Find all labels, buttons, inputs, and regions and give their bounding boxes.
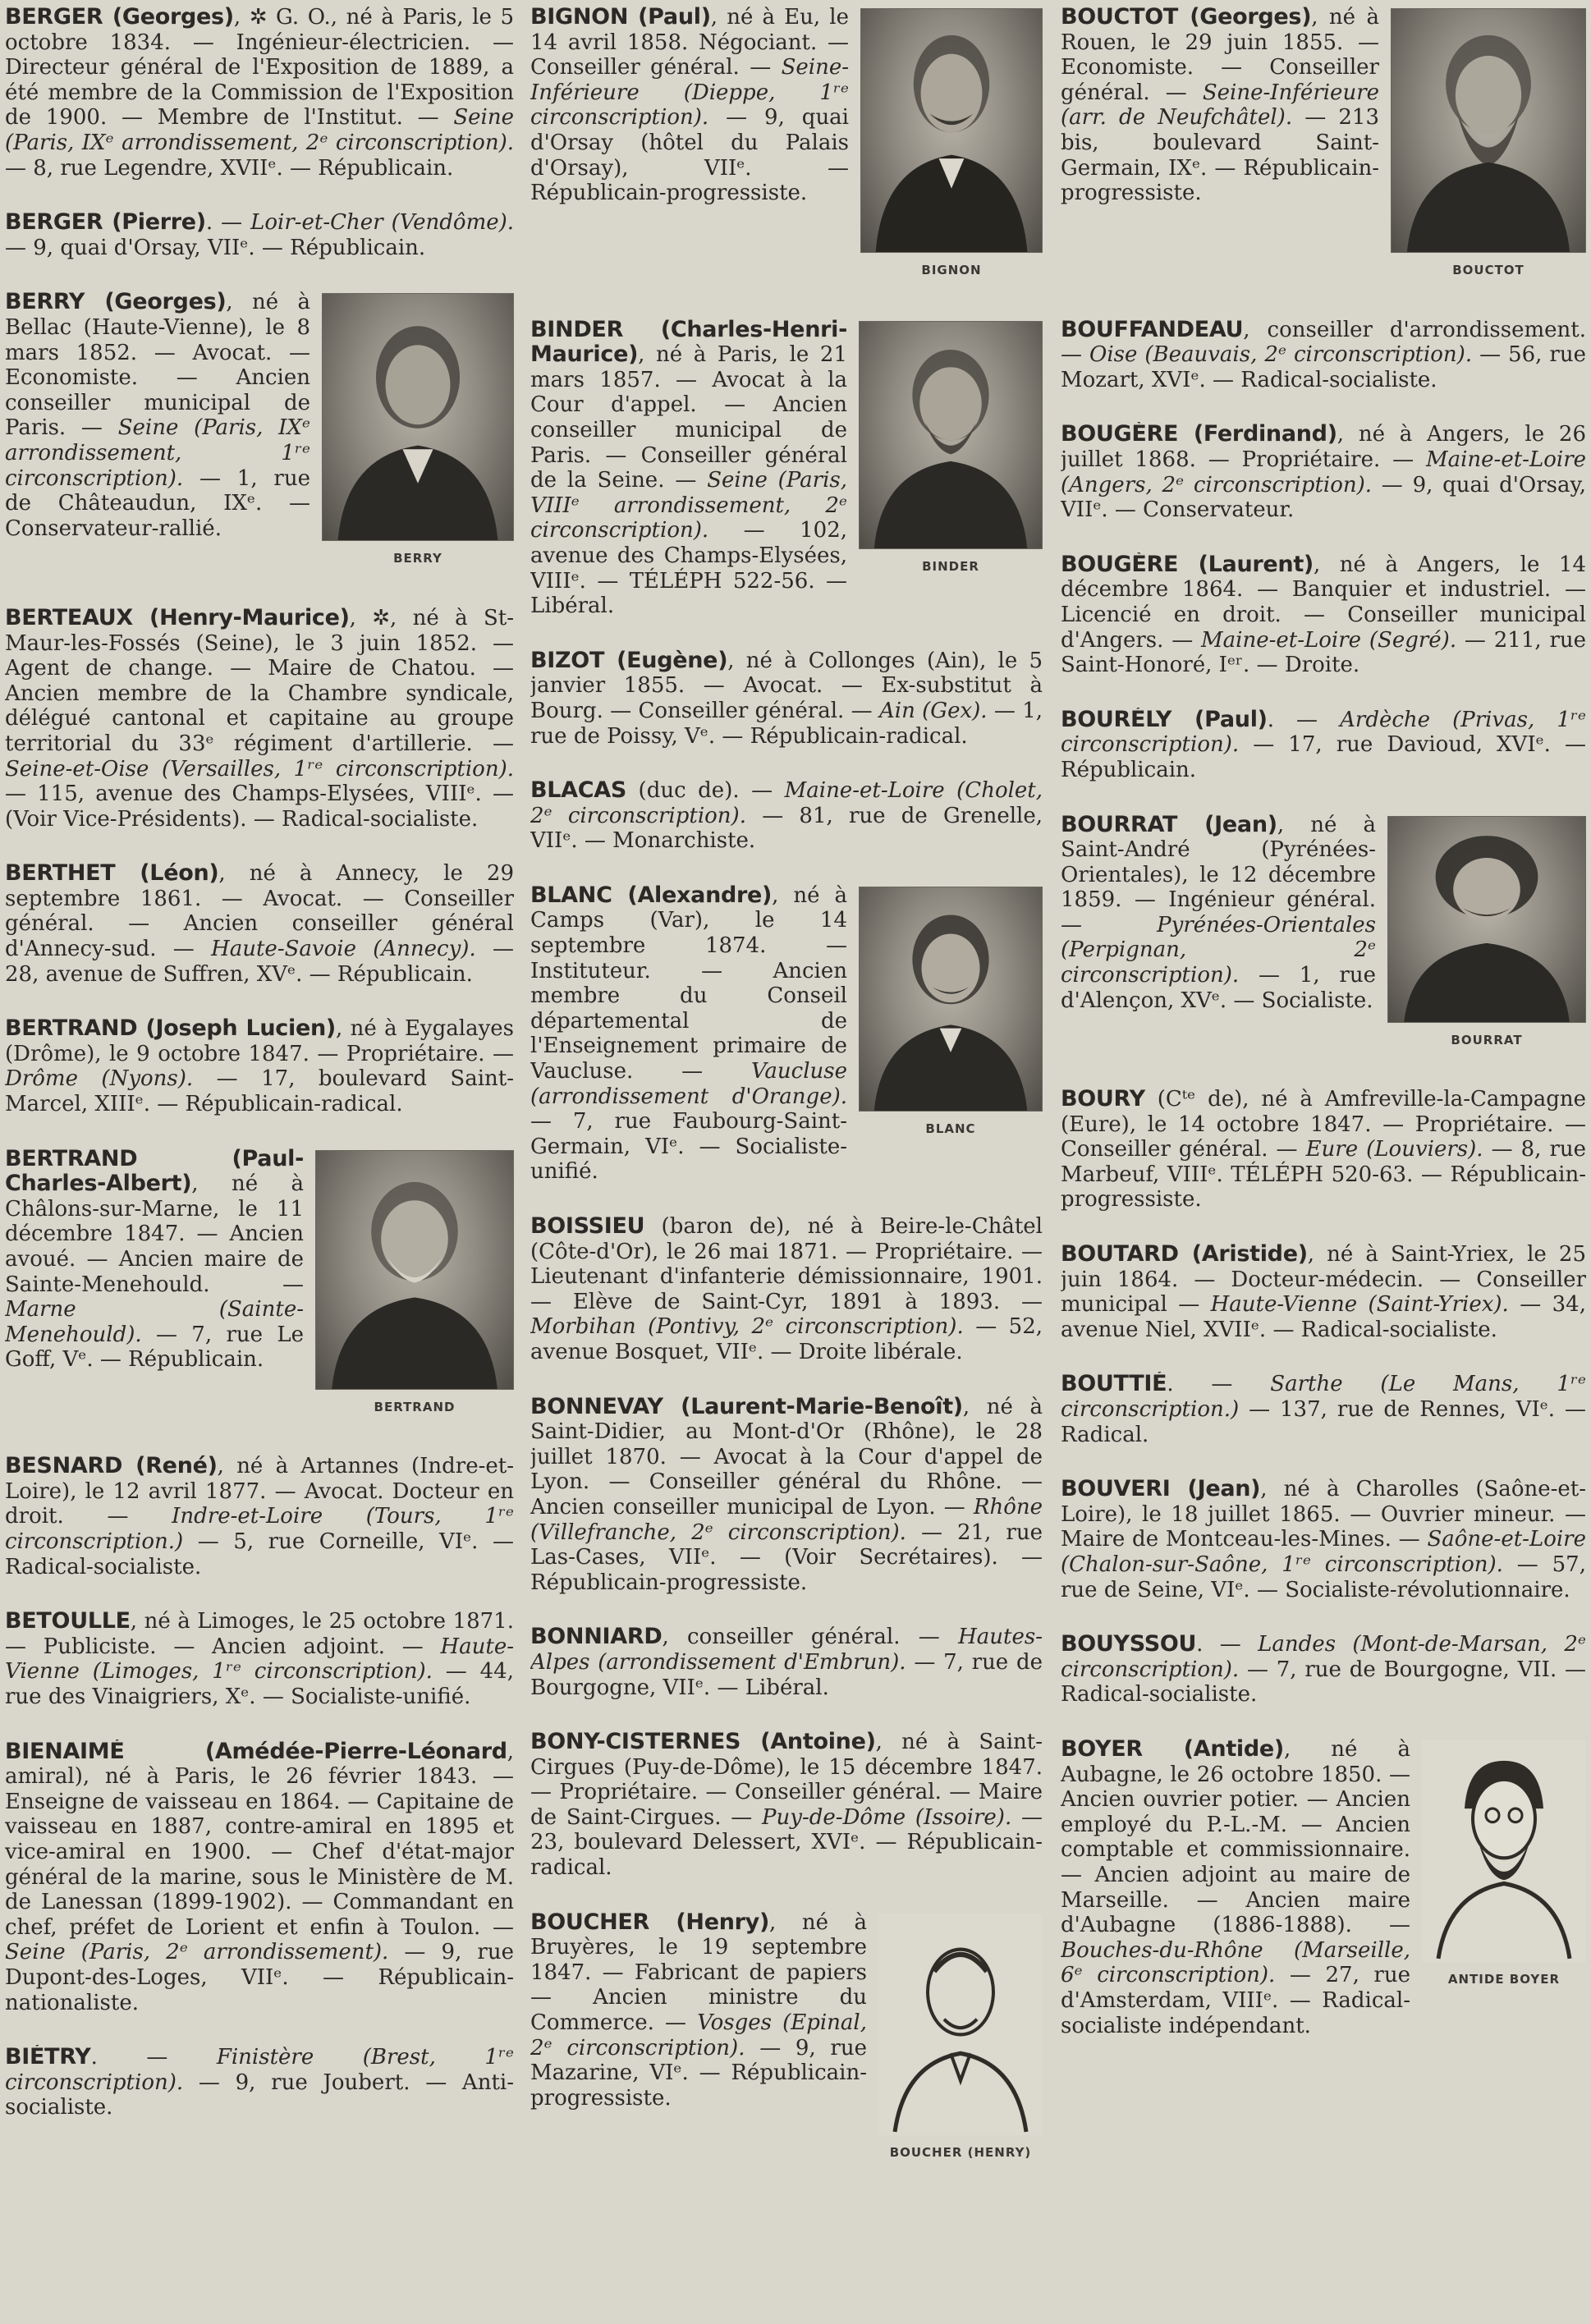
deputy-name: BOUCTOT (Georges) [1061, 5, 1312, 30]
deputy-name: BOISSIEU [530, 1214, 645, 1239]
entry-bio: . — [205, 210, 243, 236]
entry-bio: . — [90, 2045, 168, 2070]
address-party: — 81, rue de Grenelle, VIIᵉ. — Monarchiste. [530, 803, 1043, 854]
constituency: Loir-et-Cher (Vendôme). [250, 210, 514, 236]
portrait-photo [315, 1150, 514, 1390]
address-party: — 44, rue des Vinaigriers, Xᵉ. — Socialiste-unifié. [5, 1659, 514, 1709]
deputy-name: BOYER (Antide) [1061, 1736, 1284, 1762]
address-party: — 34, avenue Niel, XVIIᵉ. — Radical-socialiste. [1061, 1292, 1586, 1342]
deputy-name: BINDER (Charles-Henri-Maurice) [530, 317, 847, 368]
deputy-name: BESNARD (René) [5, 1454, 218, 1479]
address-party: — 23, boulevard Delessert, XVIᵉ. — Républicain-radical. [530, 1804, 1043, 1881]
address-party: — 27, rue d'Amsterdam, VIIIᵉ. — Radical-socialiste indépendant. [1061, 1963, 1410, 2038]
entry-bony-cisternes [530, 1730, 1043, 1881]
constituency: Marne (Sainte-Menehould). [5, 1297, 304, 1347]
entry-bio: , né à Châlons-sur-Marne, le 11 décembre 1847. — Ancien avoué. — Ancien maire de Sainte-Menehould. — [5, 1171, 304, 1297]
portrait-boyer [1422, 1740, 1586, 1992]
entry-bourrat [1061, 813, 1586, 1058]
person-sketch-icon [1422, 1740, 1586, 1962]
entry-berteaux [5, 606, 514, 832]
constituency: Pyrénées-Orientales (Perpignan, 2ᵉ circonscription). [1061, 912, 1376, 988]
portrait-photo [859, 321, 1043, 549]
entry-besnard [5, 1454, 514, 1579]
deputy-name: BOUYSSOU [1061, 1632, 1197, 1657]
portrait-photo [1391, 8, 1586, 253]
constituency: Saône-et-Loire (Chalon-sur-Saône, 1ʳᵉ circonscription). [1061, 1527, 1586, 1577]
person-silhouette-icon [1388, 817, 1585, 1022]
address-party: — 115, avenue des Champs-Elysées, VIIIᵉ. — (Voir Vice-Présidents). — Radical-socialiste. [5, 782, 514, 832]
constituency: Oise (Beauvais, 2ᵉ circonscription). [1089, 342, 1473, 368]
portrait-sketch [878, 1914, 1043, 2135]
person-silhouette-icon [1392, 9, 1585, 252]
address-party: — 7, rue de Bourgogne, VIIᵉ. — Libéral. [530, 1649, 1043, 1700]
address-party: — 102, avenue des Champs-Elysées, VIIIᵉ. — TÉLÉPH 522-56. — Libéral. [530, 518, 847, 619]
column-1 [5, 5, 514, 2320]
entry-bio: , né à Angers, le 26 juillet 1868. — Propriétaire. — [1061, 422, 1586, 472]
address-party: — 9, quai d'Orsay, VIIᵉ. — Républicain. [5, 235, 426, 260]
deputy-name: BLACAS [530, 778, 627, 804]
entry-bio: , né à Camps (Var), le 14 septembre 1874. — Instituteur. — Ancien membre du Conseil départemental de l'Enseignement primaire de Vaucluse. — [530, 882, 847, 1084]
deputy-name: BOUTTIÉ [1061, 1372, 1167, 1397]
portrait-caption: BOURRAT [1451, 1032, 1523, 1047]
address-party: — 213 bis, boulevard Saint-Germain, IXᵉ. — Républicain-progressiste. [1061, 105, 1379, 206]
entry-boury [1061, 1087, 1586, 1212]
entry-bio: , né à Aubagne, le 26 octobre 1850. — Ancien ouvrier potier. — Ancien employé du P.-L.-M. — Ancien comptable et commissionnaire. — Ancien adjoint au maire de Marseille. — Ancien maire d'Aubagne (1886-1888). — [1061, 1736, 1410, 1938]
constituency: Ardèche (Privas, 1ʳᵉ circonscription). [1061, 707, 1586, 758]
address-party: — 52, avenue Bosquet, VIIᵉ. — Droite libérale. [530, 1314, 1043, 1364]
address-party: — 211, rue Saint-Honoré, Iᵉʳ. — Droite. [1061, 627, 1586, 678]
deputy-name: BONNEVAY (Laurent-Marie-Benoît) [530, 1394, 963, 1419]
entry-bio: . — [1267, 707, 1318, 732]
entry-blacas [530, 778, 1043, 854]
entry-bignon [530, 5, 1043, 288]
address-party: — 8, rue Marbeuf, VIIIᵉ. TÉLÉPH 520-63. — Républicain-progressiste. [1061, 1137, 1586, 1212]
entry-bougere-laurent [1061, 552, 1586, 678]
portrait-berry [322, 293, 514, 571]
deputy-name: BLANC (Alexandre) [530, 882, 773, 908]
deputy-name: BERTRAND (Joseph Lucien) [5, 1016, 336, 1042]
person-silhouette-icon [861, 9, 1042, 252]
entry-bio: , né à Saint-Cirgues (Puy-de-Dôme), le 15 décembre 1847. — Propriétaire. — Conseiller général. — Maire de Saint-Cirgues. — [530, 1730, 1043, 1830]
deputy-name: BOURRAT (Jean) [1061, 812, 1277, 837]
portrait-photo [322, 293, 514, 541]
deputy-name: BONY-CISTERNES (Antoine) [530, 1730, 876, 1755]
address-party: — 57, rue de Seine, VIᵉ. — Socialiste-révolutionnaire. [1061, 1552, 1586, 1602]
entry-bouttie [1061, 1372, 1586, 1447]
portrait-caption: BINDER [922, 558, 979, 574]
entry-bizot [530, 649, 1043, 749]
constituency: Seine-et-Oise (Versailles, 1ʳᵉ circonscription). [5, 756, 514, 782]
constituency: Haute-Vienne (Limoges, 1ʳᵉ circonscription). [5, 1634, 514, 1685]
entry-bio: , né à Rouen, le 29 juin 1855. — Economiste. — Conseiller général. — [1061, 5, 1379, 105]
address-party: — 7, rue Faubourg-Saint-Germain, VIᵉ. — Socialiste-unifié. [530, 1109, 847, 1185]
constituency: Seine (Paris, 2ᵉ arrondissement). [5, 1940, 389, 1965]
portrait-caption: BOUCHER (HENRY) [889, 2144, 1032, 2160]
entry-bio: , né à Eu, le 14 avril 1858. Négociant. — Conseiller général. — [530, 5, 850, 80]
deputy-name: BERTRAND (Paul-Charles-Albert) [5, 1146, 304, 1197]
portrait-caption: BLANC [925, 1121, 976, 1136]
deputy-name: BOUTARD (Aristide) [1061, 1242, 1308, 1267]
constituency: Rhône (Villefranche, 2ᵉ circonscription). [530, 1494, 1043, 1545]
entry-bourely [1061, 708, 1586, 783]
entry-bouffandeau [1061, 318, 1586, 393]
entry-boissieu [530, 1214, 1043, 1365]
portrait-caption: BERRY [393, 551, 442, 566]
person-silhouette-icon [316, 1151, 513, 1389]
address-party: — 17, rue Davioud, XVIᵉ. — Républicain. [1061, 732, 1586, 782]
person-silhouette-icon [323, 294, 513, 540]
portrait-sketch [1422, 1740, 1586, 1962]
constituency: Sarthe (Le Mans, 1ʳᵉ circonscription.) [1061, 1372, 1586, 1423]
portrait-caption: BIGNON [921, 263, 982, 277]
portrait-boucher [878, 1914, 1043, 2166]
entry-bio: , né à Annecy, le 29 septembre 1861. — Avocat. — Conseiller général. — Ancien conseiller général d'Annecy-sud. — [5, 861, 514, 962]
entry-bio: , né à Saint-André (Pyrénées-Orientales), le 12 décembre 1859. — Ingénieur général. — [1061, 812, 1376, 937]
entry-bertrand-paul [5, 1147, 514, 1425]
person-silhouette-icon [860, 322, 1042, 548]
entry-bio: (Cᵗᵉ de), né à Amfreville-la-Campagne (Eure), le 14 octobre 1847. — Propriétaire. — Conseiller général. — [1061, 1087, 1586, 1162]
entry-bio: , ✲, né à St-Maur-les-Fossés (Seine), le 3 juin 1852. — Agent de change. — Maire de Chatou. — Ancien membre de la Chambre syndicale, délégué cantonal et capitaine au groupe territorial du 33ᵉ régiment d'artillerie. — [5, 605, 514, 756]
address-party: — 17, boulevard Saint-Marcel, XIIIᵉ. — Républicain-radical. [5, 1066, 514, 1117]
constituency: Landes (Mont-de-Marsan, 2ᵉ circonscription). [1061, 1632, 1586, 1682]
address-party: — 1, rue de Poissy, Vᵉ. — Républicain-radical. [530, 698, 1043, 749]
entry-bio: , ✲ G. O., né à Paris, le 5 octobre 1834. — Ingénieur-électricien. — Directeur général de l'Exposition de 1889, a été membre de la Commission de l'Exposition de 1900. — Membre de l'Institut. — [5, 5, 514, 131]
deputy-name: BOURÉLY (Paul) [1061, 707, 1268, 732]
entry-bio: , né à Limoges, le 25 octobre 1871. — Publiciste. — Ancien adjoint. — [5, 1609, 514, 1659]
constituency: Haute-Savoie (Annecy). [211, 937, 476, 962]
constituency: Morbihan (Pontivy, 2ᵉ circonscription). [530, 1314, 964, 1340]
deputy-name: BOUVERI (Jean) [1061, 1477, 1261, 1502]
deputy-name: BOUCHER (Henry) [530, 1909, 770, 1935]
portrait-caption: ANTIDE BOYER [1447, 1971, 1561, 1987]
entry-bougere-ferdinand [1061, 422, 1586, 522]
constituency: Maine-et-Loire (Segré). [1201, 627, 1457, 653]
address-party: — 137, rue de Rennes, VIᵉ. — Radical. [1061, 1397, 1586, 1447]
constituency: Seine-Inférieure (arr. de Neufchâtel). [1061, 80, 1380, 131]
entry-bio: , né à Eygalayes (Drôme), le 9 octobre 1847. — Propriétaire. — [5, 1016, 514, 1066]
entry-bietry [5, 2045, 514, 2120]
entry-boucher [530, 1910, 1043, 2170]
entry-bio: (baron de), né à Beire-le-Châtel (Côte-d'Or), le 26 mai 1871. — Propriétaire. — Lieutenant d'infanterie démissionnaire, 1901. — Elève de Saint-Cyr, 1891 à 1893. — [530, 1214, 1043, 1314]
entry-bio: , né à Paris, le 21 mars 1857. — Avocat à la Cour d'appel. — Ancien conseiller municipal de Paris. — Conseiller général de la Seine. — [530, 342, 847, 493]
constituency: Maine-et-Loire (Angers, 2ᵉ circonscription). [1061, 447, 1586, 497]
deputy-name: BERGER (Pierre) [5, 210, 206, 236]
deputy-name: BIÉTRY [5, 2045, 91, 2070]
portrait-caption: BERTRAND [374, 1399, 456, 1414]
portrait-binder [859, 321, 1043, 580]
constituency: Seine (Paris, IXᵉ arrondissement, 2ᵉ circonscription). [5, 105, 514, 155]
entry-bio: , conseiller général. — [662, 1625, 940, 1650]
deputy-name: BERGER (Georges) [5, 5, 234, 30]
column-2 [530, 5, 1043, 2320]
portrait-caption: BOUCTOT [1452, 263, 1525, 277]
address-party: — 21, rue Las-Cases, VIIᵉ. — (Voir Secrétaires). — Républicain-progressiste. [530, 1520, 1043, 1595]
address-party: — 9, rue Joubert. — Anti-socialiste. [5, 2070, 514, 2120]
entry-boutard [1061, 1242, 1586, 1342]
entry-bouveri [1061, 1477, 1586, 1602]
portrait-blanc [859, 887, 1043, 1142]
portrait-bignon [860, 8, 1043, 283]
entry-berry [5, 290, 514, 576]
portrait-bertrand [315, 1150, 514, 1420]
portrait-bourrat [1387, 816, 1586, 1053]
entry-bio: , né à Saint-Didier, au Mont-d'Or (Rhône), le 28 juillet 1870. — Avocat à la Cour d'appel de Lyon. — Conseiller général du Rhône. — Ancien conseiller municipal de Lyon. — [530, 1394, 1043, 1520]
constituency: Ain (Gex). [878, 698, 988, 723]
deputy-name: BOUGÈRE (Ferdinand) [1061, 422, 1337, 447]
deputy-name: BERTEAUX (Henry-Maurice) [5, 605, 350, 630]
entry-berger-georges [5, 5, 514, 181]
deputy-name: BOURY [1061, 1087, 1145, 1112]
constituency: Vosges (Epinal, 2ᵉ circonscription). [530, 2010, 867, 2060]
portrait-photo [1387, 816, 1586, 1023]
entry-bio: , conseiller d'arrondissement. — [1061, 317, 1586, 368]
address-party: — 1, rue de Châteaudun, IXᵉ. — Conservateur-rallié. [5, 465, 310, 541]
entry-bouctot [1061, 5, 1586, 288]
address-party: — 7, rue Le Goff, Vᵉ. — Républicain. [5, 1322, 304, 1373]
address-party: — 5, rue Corneille, VIᵉ. — Radical-socialiste. [5, 1529, 514, 1579]
entry-bio: , né à Bruyères, le 19 septembre 1847. — Fabricant de papiers — Ancien ministre du Commerce. — [530, 1909, 867, 2036]
entry-blanc [530, 883, 1043, 1185]
deputy-name: BERRY (Georges) [5, 290, 227, 315]
deputy-name: BIZOT (Eugène) [530, 648, 728, 673]
constituency: Haute-Vienne (Saint-Yriex). [1210, 1292, 1509, 1318]
entry-boyer [1061, 1737, 1586, 2038]
portrait-photo [860, 8, 1043, 253]
deputy-name: BERTHET (Léon) [5, 861, 219, 887]
address-party: — 9, rue Dupont-des-Loges, VIIᵉ. — Républicain-nationaliste. [5, 1940, 514, 2015]
constituency: Indre-et-Loire (Tours, 1ʳᵉ circonscription.) [5, 1504, 514, 1554]
entry-bio: , né à Saint-Yriex, le 25 juin 1864. — Docteur-médecin. — Conseiller municipal — [1061, 1242, 1586, 1318]
deputy-name: BOUGÈRE (Laurent) [1061, 552, 1314, 577]
constituency: Finistère (Brest, 1ʳᵉ circonscription). [5, 2045, 514, 2095]
entry-bonnevay [530, 1395, 1043, 1596]
portrait-bouctot [1391, 8, 1586, 283]
entry-bio: . — [1167, 1372, 1233, 1397]
entry-bio: , amiral), né à Paris, le 26 février 1843. — Enseigne de vaisseau en 1864. — Capitaine de vaisseau en 1887, contre-amiral en 1895 et vice-amiral en 1900. — Chef d'état-major général de la marine, sous le Ministère de M. de Lanessan (1899-1902). — Commandant en chef, préfet de Lorient et enfin à Toulon. — [5, 1739, 514, 1940]
constituency: Seine (Paris, VIIIᵉ arrondissement, 2ᵉ circonscription). [530, 468, 848, 543]
entry-berger-pierre [5, 210, 514, 260]
entry-bio: , né à Collonges (Ain), le 5 janvier 1855. — Avocat. — Ex-substitut à Bourg. — Conseiller général. — [530, 648, 1043, 723]
entry-bio: , né à Artannes (Indre-et-Loire), le 12 avril 1877. — Avocat. Docteur en droit. — [5, 1454, 514, 1529]
address-party: — 56, rue Mozart, XVIᵉ. — Radical-socialiste. [1061, 342, 1586, 392]
entry-binder [530, 318, 1043, 619]
portrait-photo [859, 887, 1043, 1112]
deputy-name: BOUFFANDEAU [1061, 317, 1244, 342]
constituency: Drôme (Nyons). [5, 1066, 194, 1092]
entry-bio: (duc de). — [626, 778, 773, 804]
entry-bio: . — [1196, 1632, 1241, 1657]
entry-bio: , né à Angers, le 14 décembre 1864. — Banquier et industriel. — Licencié en droit. — Conseiller municipal d'Angers. — [1061, 552, 1586, 653]
person-silhouette-icon [860, 887, 1042, 1111]
constituency: Bouches-du-Rhône (Marseille, 6ᵉ circonscription). [1061, 1937, 1410, 1988]
constituency: Seine (Paris, IXᵉ arrondissement, 1ʳᵉ circonscription). [5, 415, 310, 491]
address-party: — 8, rue Legendre, XVIIᵉ. — Républicain. [5, 155, 454, 181]
person-sketch-icon [878, 1914, 1043, 2135]
entry-bertrand-joseph [5, 1016, 514, 1116]
deputy-name: BIGNON (Paul) [530, 5, 711, 30]
address-party: — 9, quai d'Orsay (hôtel du Palais d'Orsay), VIIᵉ. — Républicain-progressiste. [530, 105, 849, 206]
deputy-name: BONNIARD [530, 1625, 663, 1650]
address-party: — 9, quai d'Orsay, VIIᵉ. — Conservateur. [1061, 472, 1586, 523]
constituency: Puy-de-Dôme (Issoire). [762, 1804, 1012, 1830]
constituency: Eure (Louviers). [1305, 1137, 1483, 1162]
entry-betoulle [5, 1609, 514, 1709]
entry-bienaime [5, 1740, 514, 2016]
constituency: Maine-et-Loire (Cholet, 2ᵉ circonscription). [530, 778, 1043, 828]
deputy-name: BETOULLE [5, 1609, 131, 1634]
entry-berthet [5, 861, 514, 987]
entry-bouyssou [1061, 1632, 1586, 1707]
address-party: — 7, rue de Bourgogne, VII. — Radical-socialiste. [1061, 1657, 1586, 1707]
deputy-name: BIENAIMÉ (Amédée-Pierre-Léonard [5, 1739, 507, 1764]
address-party: — 1, rue d'Alençon, XVᵉ. — Socialiste. [1061, 963, 1376, 1013]
entry-bio: , né à Bellac (Haute-Vienne), le 8 mars 1852. — Avocat. — Economiste. — Ancien conseiller municipal de Paris. — [5, 290, 310, 441]
constituency: Seine-Inférieure (Dieppe, 1ʳᵉ circonscription). [530, 55, 850, 131]
address-party: — 9, rue Mazarine, VIᵉ. — Républicain-progressiste. [530, 2035, 867, 2111]
entry-bio: , né à Charolles (Saône-et-Loire), le 18 juillet 1865. — Ouvrier mineur. — Maire de Montceau-les-Mines. — [1061, 1477, 1586, 1552]
column-3 [1061, 5, 1586, 2320]
entry-bonniard [530, 1625, 1043, 1700]
address-party: — 28, avenue de Suffren, XVᵉ. — Républicain. [5, 937, 514, 987]
constituency: Hautes-Alpes (arrondissement d'Embrun). [530, 1625, 1043, 1675]
constituency: Vaucluse (arrondissement d'Orange). [530, 1059, 847, 1109]
